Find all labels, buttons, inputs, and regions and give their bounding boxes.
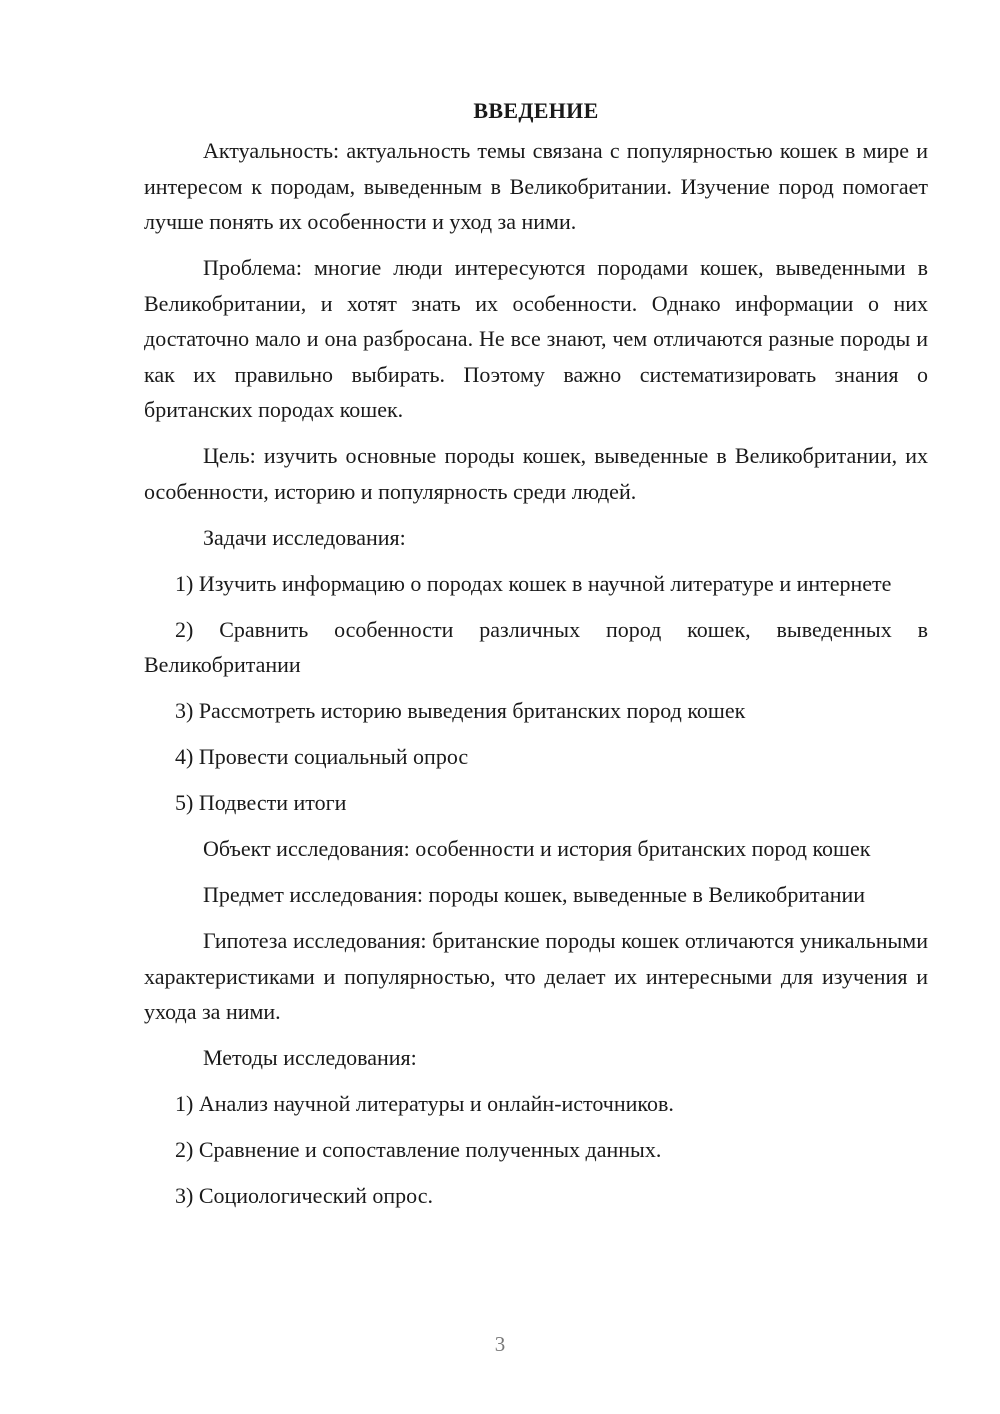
document-title: ВВЕДЕНИЕ xyxy=(473,98,599,123)
task-item: 3) Рассмотреть историю выведения британских пород кошек xyxy=(175,698,746,723)
paragraph-subject: Предмет исследования: породы кошек, выведенные в Великобритании xyxy=(203,882,866,907)
method-item: 2) Сравнение и сопоставление полученных данных. xyxy=(175,1137,662,1162)
task-item: 1) Изучить информацию о породах кошек в научной литературе и интернете xyxy=(175,570,892,596)
paragraph-goal: Цель: изучить основные породы кошек, выведенные в Великобритании, их особенности, историю и популярность среди людей. xyxy=(144,443,928,504)
method-item: 3) Социологический опрос. xyxy=(175,1183,433,1208)
methods-heading: Методы исследования: xyxy=(203,1045,417,1070)
task-item: 5) Подвести итоги xyxy=(175,790,347,815)
page-number: 3 xyxy=(494,1332,506,1356)
task-item: 4) Провести социальный опрос xyxy=(175,744,469,769)
document-page xyxy=(144,95,928,1224)
task-item: 2) Сравнить особенности различных пород кошек, выведенных в Великобритании xyxy=(144,616,928,677)
paragraph-hypothesis: Гипотеза исследования: британские породы кошек отличаются уникальными характеристиками и популярностью, что делает их интересными для изучения и ухода за ними. xyxy=(144,928,928,1024)
method-item: 1) Анализ научной литературы и онлайн-источников. xyxy=(175,1091,674,1116)
tasks-heading: Задачи исследования: xyxy=(203,524,406,550)
paragraph-relevance: Актуальность: актуальность темы связана с популярностью кошек в мире и интересом к породам, выведенным в Великобритании. Изучение пород помогает лучше понять их особенности и уход за ними. xyxy=(144,138,928,234)
paragraph-problem: Проблема: многие люди интересуются породами кошек, выведенными в Великобритании, и хотят знать их особенности. Однако информации о них достаточно мало и она разбросана. Не все знают, чем отличаются разные породы и как их правильно выбирать. Поэтому важно систематизировать знания о британских породах кошек. xyxy=(144,255,928,422)
paragraph-object: Объект исследования: особенности и история британских пород кошек xyxy=(203,836,871,861)
